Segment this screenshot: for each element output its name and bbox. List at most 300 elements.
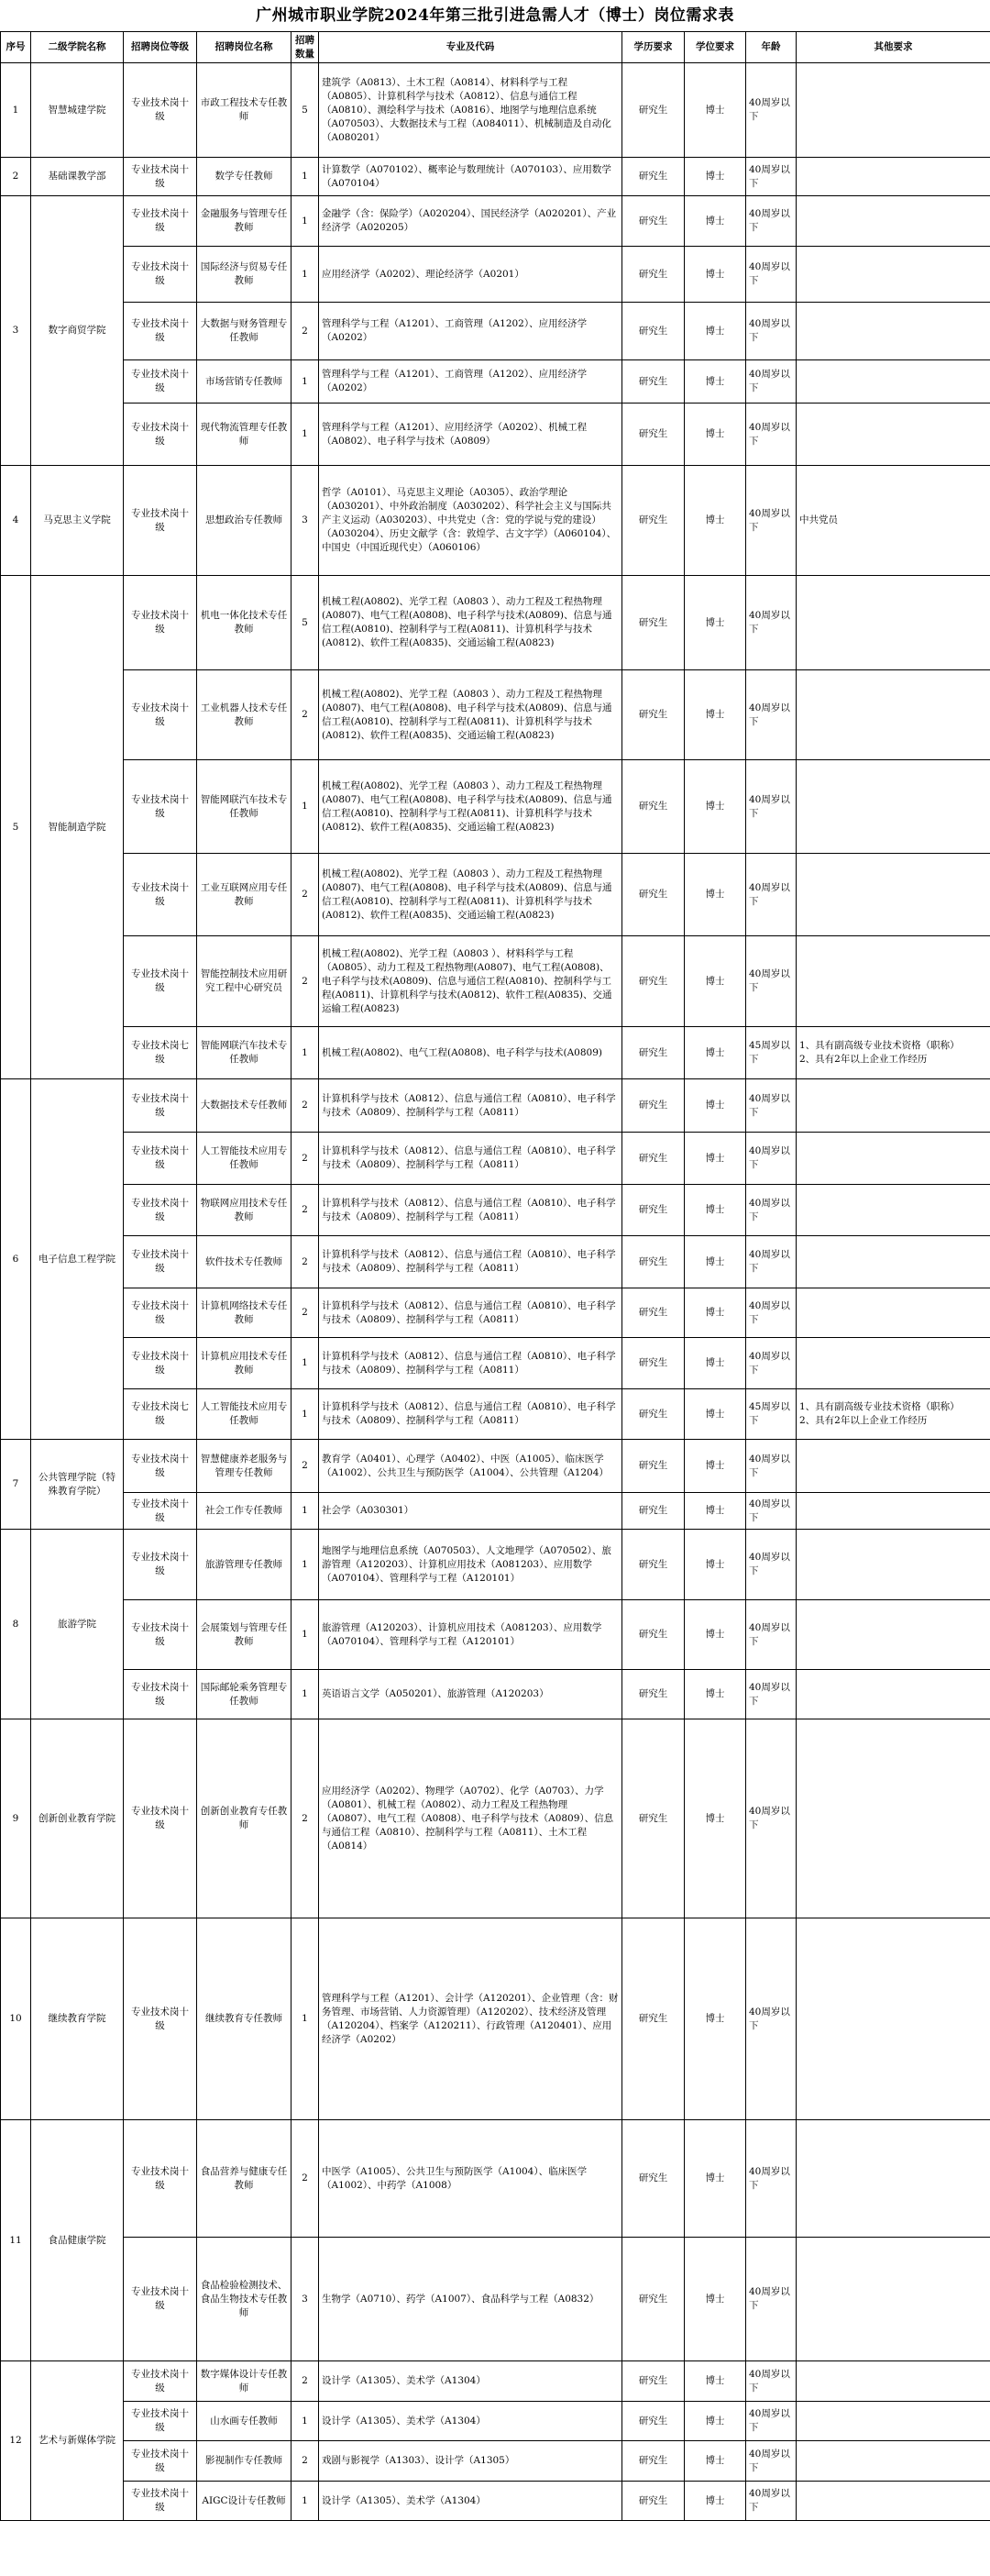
level-cell: 专业技术岗十级 [124,1530,197,1600]
age-cell: 40周岁以下 [746,303,797,360]
post-cell: 食品检验检测技术、食品生物技术专任教师 [197,2238,292,2361]
degree-cell: 博士 [685,1288,746,1338]
seq-cell: 10 [1,1918,31,2120]
degree-cell: 博士 [685,2120,746,2238]
degree-cell: 博士 [685,1185,746,1236]
major-cell: 地图学与地理信息系统（A070503）、人文地理学（A070502）、旅游管理（A120203）、计算机应用技术（A081203）、应用数学（A070104）、管理科学与工程（A120101） [319,1530,622,1600]
table-row [1,1133,990,1185]
table-row [1,936,990,1027]
education-cell: 研究生 [622,2402,685,2441]
seq-cell: 5 [1,576,31,1079]
other-cell: 1、具有副高级专业技术资格（职称） 2、具有2年以上企业工作经历 [797,1027,990,1079]
count-cell: 2 [292,936,319,1027]
header-major: 专业及代码 [319,32,622,63]
table-title: 广州城市职业学院2024年第三批引进急需人才（博士）岗位需求表 [256,6,734,25]
level-cell: 专业技术岗十级 [124,1236,197,1288]
level-cell: 专业技术岗十级 [124,1133,197,1185]
post-cell: 思想政治专任教师 [197,466,292,576]
degree-cell: 博士 [685,1530,746,1600]
table-row [1,854,990,936]
level-cell: 专业技术岗十级 [124,2120,197,2238]
count-cell: 1 [292,2482,319,2521]
level-cell: 专业技术岗十级 [124,1670,197,1719]
education-cell: 研究生 [622,1719,685,1918]
level-cell: 专业技术岗十级 [124,2402,197,2441]
education-cell: 研究生 [622,1079,685,1133]
education-cell: 研究生 [622,1530,685,1600]
education-cell: 研究生 [622,360,685,404]
post-cell: 工业互联网应用专任教师 [197,854,292,936]
level-cell: 专业技术岗十级 [124,466,197,576]
level-cell: 专业技术岗十级 [124,1288,197,1338]
level-cell: 专业技术岗十级 [124,936,197,1027]
count-cell: 1 [292,1027,319,1079]
seq-cell: 7 [1,1440,31,1530]
seq-cell: 12 [1,2361,31,2521]
other-cell [797,1493,990,1530]
age-cell: 40周岁以下 [746,360,797,404]
table-row [1,2361,990,2402]
count-cell: 1 [292,760,319,854]
college-cell: 创新创业教育学院 [31,1719,124,1918]
table-row [1,2441,990,2482]
post-cell: 大数据技术专任教师 [197,1079,292,1133]
major-cell: 管理科学与工程（A1201）、工商管理（A1202）、应用经济学（A0202） [319,303,622,360]
major-cell: 计算机科学与技术（A0812）、信息与通信工程（A0810）、电子科学与技术（A0809）、控制科学与工程（A0811） [319,1338,622,1389]
major-cell: 计算机科学与技术（A0812）、信息与通信工程（A0810）、电子科学与技术（A0809）、控制科学与工程（A0811） [319,1288,622,1338]
degree-cell: 博士 [685,1493,746,1530]
table-row [1,2120,990,2238]
count-cell: 2 [292,854,319,936]
post-cell: 智慧健康养老服务与管理专任教师 [197,1440,292,1493]
other-cell [797,196,990,247]
table-row [1,1670,990,1719]
seq-cell: 6 [1,1079,31,1440]
level-cell: 专业技术岗十级 [124,670,197,760]
major-cell: 戏剧与影视学（A1303）、设计学（A1305） [319,2441,622,2482]
level-cell: 专业技术岗十级 [124,1719,197,1918]
education-cell: 研究生 [622,2238,685,2361]
post-cell: 国际邮轮乘务管理专任教师 [197,1670,292,1719]
post-cell: 智能网联汽车技术专任教师 [197,1027,292,1079]
table-row [1,1719,990,1918]
count-cell: 2 [292,2361,319,2402]
age-cell: 40周岁以下 [746,670,797,760]
level-cell: 专业技术岗十级 [124,360,197,404]
count-cell: 2 [292,303,319,360]
education-cell: 研究生 [622,466,685,576]
level-cell: 专业技术岗十级 [124,576,197,670]
other-cell [797,2482,990,2521]
major-cell: 应用经济学（A0202）、理论经济学（A0201） [319,247,622,303]
major-cell: 计算机科学与技术（A0812）、信息与通信工程（A0810）、电子科学与技术（A0809）、控制科学与工程（A0811） [319,1389,622,1440]
level-cell: 专业技术岗十级 [124,2238,197,2361]
education-cell: 研究生 [622,2441,685,2482]
header-degree: 学位要求 [685,32,746,63]
other-cell [797,2402,990,2441]
major-cell: 生物学（A0710）、药学（A1007）、食品科学与工程（A0832） [319,2238,622,2361]
degree-cell: 博士 [685,1440,746,1493]
header-seq: 序号 [1,32,31,63]
post-cell: 山水画专任教师 [197,2402,292,2441]
table-row [1,1600,990,1670]
post-cell: 现代物流管理专任教师 [197,404,292,466]
major-cell: 应用经济学（A0202）、物理学（A0702）、化学（A0703）、力学（A0801）、机械工程（A0802）、动力工程及工程热物理（A0807）、电气工程（A0808）、电子科学与技术（A0809）、信息与通信工程（A0810）、控制科学与工程（A0811）、土木工程（A0814） [319,1719,622,1918]
level-cell: 专业技术岗十级 [124,1600,197,1670]
major-cell: 设计学（A1305）、美术学（A1304） [319,2361,622,2402]
degree-cell: 博士 [685,1079,746,1133]
other-cell [797,2361,990,2402]
post-cell: 工业机器人技术专任教师 [197,670,292,760]
degree-cell: 博士 [685,1027,746,1079]
other-cell [797,1185,990,1236]
post-cell: 金融服务与管理专任教师 [197,196,292,247]
other-cell [797,576,990,670]
degree-cell: 博士 [685,360,746,404]
education-cell: 研究生 [622,1236,685,1288]
seq-cell: 3 [1,196,31,466]
seq-cell: 8 [1,1530,31,1719]
major-cell: 机械工程(A0802)、光学工程（A0803 ）、材料科学与工程（A0805）、动力工程及工程热物理(A0807)、电气工程(A0808)、电子科学与技术(A0809)、信息与通信工程(A0810)、控制科学与工程(A0811)、计算机科学与技术(A0812)、软件工程(A0835)、交通运输工程(A0823) [319,936,622,1027]
degree-cell: 博士 [685,2482,746,2521]
major-cell: 金融学（含：保险学）（A020204）、国民经济学（A020201）、产业经济学（A020205） [319,196,622,247]
education-cell: 研究生 [622,1600,685,1670]
age-cell: 40周岁以下 [746,404,797,466]
table-row [1,576,990,670]
other-cell: 中共党员 [797,466,990,576]
post-cell: 影视制作专任教师 [197,2441,292,2482]
header-level: 招聘岗位等级 [124,32,197,63]
other-cell [797,854,990,936]
degree-cell: 博士 [685,2402,746,2441]
age-cell: 40周岁以下 [746,1493,797,1530]
age-cell: 40周岁以下 [746,158,797,196]
college-cell: 智能制造学院 [31,576,124,1079]
header-post: 招聘岗位名称 [197,32,292,63]
age-cell: 40周岁以下 [746,2120,797,2238]
table-row [1,1338,990,1389]
other-cell [797,2120,990,2238]
other-cell [797,303,990,360]
table-row [1,1079,990,1133]
major-cell: 机械工程(A0802)、光学工程（A0803 ）、动力工程及工程热物理(A0807)、电气工程(A0808)、电子科学与技术(A0809)、信息与通信工程(A0810)、控制科学与工程(A0811)、计算机科学与技术(A0812)、软件工程(A0835)、交通运输工程(A0823) [319,854,622,936]
seq-cell: 9 [1,1719,31,1918]
major-cell: 旅游管理（A120203）、计算机应用技术（A081203）、应用数学（A070104）、管理科学与工程（A120101） [319,1600,622,1670]
count-cell: 3 [292,2238,319,2361]
education-cell: 研究生 [622,247,685,303]
level-cell: 专业技术岗十级 [124,1493,197,1530]
table-row [1,760,990,854]
count-cell: 1 [292,1600,319,1670]
major-cell: 计算数学（A070102）、概率论与数理统计（A070103）、应用数学（A070104） [319,158,622,196]
other-cell [797,1338,990,1389]
level-cell: 专业技术岗七级 [124,1027,197,1079]
age-cell: 40周岁以下 [746,196,797,247]
college-cell: 马克思主义学院 [31,466,124,576]
degree-cell: 博士 [685,303,746,360]
degree-cell: 博士 [685,1600,746,1670]
degree-cell: 博士 [685,1719,746,1918]
age-cell: 40周岁以下 [746,1600,797,1670]
college-cell: 旅游学院 [31,1530,124,1719]
other-cell [797,1670,990,1719]
age-cell: 40周岁以下 [746,2441,797,2482]
count-cell: 1 [292,247,319,303]
age-cell: 40周岁以下 [746,1133,797,1185]
count-cell: 2 [292,1185,319,1236]
college-cell: 公共管理学院（特殊教育学院） [31,1440,124,1530]
education-cell: 研究生 [622,2120,685,2238]
education-cell: 研究生 [622,1493,685,1530]
level-cell: 专业技术岗十级 [124,158,197,196]
major-cell: 英语语言文学（A050201）、旅游管理（A120203） [319,1670,622,1719]
header-count: 招聘数量 [292,32,319,63]
age-cell: 40周岁以下 [746,63,797,158]
post-cell: 计算机网络技术专任教师 [197,1288,292,1338]
education-cell: 研究生 [622,1185,685,1236]
education-cell: 研究生 [622,1027,685,1079]
other-cell [797,1719,990,1918]
count-cell: 3 [292,466,319,576]
post-cell: 软件技术专任教师 [197,1236,292,1288]
college-cell: 智慧城建学院 [31,63,124,158]
college-cell: 食品健康学院 [31,2120,124,2361]
count-cell: 2 [292,1440,319,1493]
count-cell: 1 [292,1670,319,1719]
other-cell [797,63,990,158]
education-cell: 研究生 [622,2361,685,2402]
table-row [1,1493,990,1530]
age-cell: 40周岁以下 [746,760,797,854]
degree-cell: 博士 [685,670,746,760]
table-row [1,1389,990,1440]
seq-cell: 1 [1,63,31,158]
degree-cell: 博士 [685,1133,746,1185]
post-cell: AIGC设计专任教师 [197,2482,292,2521]
count-cell: 1 [292,1493,319,1530]
count-cell: 2 [292,1288,319,1338]
education-cell: 研究生 [622,1389,685,1440]
count-cell: 5 [292,63,319,158]
education-cell: 研究生 [622,196,685,247]
age-cell: 45周岁以下 [746,1389,797,1440]
table-row [1,404,990,466]
table-row [1,1185,990,1236]
count-cell: 1 [292,360,319,404]
post-cell: 数字媒体设计专任教师 [197,2361,292,2402]
post-cell: 创新创业教育专任教师 [197,1719,292,1918]
major-cell: 社会学（A030301） [319,1493,622,1530]
table-row [1,196,990,247]
education-cell: 研究生 [622,1918,685,2120]
count-cell: 2 [292,670,319,760]
degree-cell: 博士 [685,760,746,854]
other-cell [797,247,990,303]
table-row [1,63,990,158]
level-cell: 专业技术岗七级 [124,1389,197,1440]
post-cell: 社会工作专任教师 [197,1493,292,1530]
other-cell [797,2238,990,2361]
count-cell: 1 [292,404,319,466]
count-cell: 2 [292,1719,319,1918]
recruitment-table [0,31,990,2521]
major-cell: 计算机科学与技术（A0812）、信息与通信工程（A0810）、电子科学与技术（A0809）、控制科学与工程（A0811） [319,1079,622,1133]
degree-cell: 博士 [685,158,746,196]
education-cell: 研究生 [622,63,685,158]
age-cell: 40周岁以下 [746,2402,797,2441]
header-education: 学历要求 [622,32,685,63]
major-cell: 设计学（A1305）、美术学（A1304） [319,2402,622,2441]
level-cell: 专业技术岗十级 [124,854,197,936]
degree-cell: 博士 [685,63,746,158]
level-cell: 专业技术岗十级 [124,760,197,854]
education-cell: 研究生 [622,303,685,360]
seq-cell: 4 [1,466,31,576]
degree-cell: 博士 [685,2238,746,2361]
level-cell: 专业技术岗十级 [124,2441,197,2482]
seq-cell: 11 [1,2120,31,2361]
level-cell: 专业技术岗十级 [124,1440,197,1493]
education-cell: 研究生 [622,670,685,760]
college-cell: 数字商贸学院 [31,196,124,466]
table-row [1,158,990,196]
post-cell: 智能网联汽车技术专任教师 [197,760,292,854]
other-cell [797,1236,990,1288]
post-cell: 计算机应用技术专任教师 [197,1338,292,1389]
education-cell: 研究生 [622,936,685,1027]
education-cell: 研究生 [622,1288,685,1338]
major-cell: 教育学（A0401）、心理学（A0402）、中医（A1005）、临床医学（A1002）、公共卫生与预防医学（A1004）、公共管理（A1204） [319,1440,622,1493]
count-cell: 1 [292,158,319,196]
level-cell: 专业技术岗十级 [124,303,197,360]
major-cell: 建筑学（A0813）、土木工程（A0814）、材料科学与工程（A0805）、计算机科学与技术（A0812）、信息与通信工程（A0810）、测绘科学与技术（A0816）、地图学与地理信息系统（A070503）、大数据技术与工程（A084011）、机械制造及自动化（A080201） [319,63,622,158]
table-row [1,1918,990,2120]
level-cell: 专业技术岗十级 [124,2482,197,2521]
post-cell: 数学专任教师 [197,158,292,196]
post-cell: 物联网应用技术专任教师 [197,1185,292,1236]
count-cell: 1 [292,1530,319,1600]
table-row [1,1236,990,1288]
age-cell: 40周岁以下 [746,1440,797,1493]
college-cell: 继续教育学院 [31,1918,124,2120]
education-cell: 研究生 [622,576,685,670]
level-cell: 专业技术岗十级 [124,247,197,303]
age-cell: 40周岁以下 [746,2361,797,2402]
table-row [1,247,990,303]
level-cell: 专业技术岗十级 [124,1185,197,1236]
count-cell: 5 [292,576,319,670]
header-age: 年龄 [746,32,797,63]
header-college: 二级学院名称 [31,32,124,63]
count-cell: 2 [292,2441,319,2482]
education-cell: 研究生 [622,1670,685,1719]
post-cell: 大数据与财务管理专任教师 [197,303,292,360]
major-cell: 机械工程(A0802)、电气工程(A0808)、电子科学与技术(A0809) [319,1027,622,1079]
count-cell: 2 [292,2120,319,2238]
header-other: 其他要求 [797,32,990,63]
count-cell: 1 [292,1389,319,1440]
other-cell [797,1079,990,1133]
count-cell: 1 [292,196,319,247]
major-cell: 机械工程(A0802)、光学工程（A0803 ）、动力工程及工程热物理(A0807)、电气工程(A0808)、电子科学与技术(A0809)、信息与通信工程(A0810)、控制科学与工程(A0811)、计算机科学与技术(A0812)、软件工程(A0835)、交通运输工程(A0823) [319,760,622,854]
count-cell: 2 [292,1133,319,1185]
seq-cell: 2 [1,158,31,196]
post-cell: 人工智能技术应用专任教师 [197,1389,292,1440]
degree-cell: 博士 [685,576,746,670]
major-cell: 计算机科学与技术（A0812）、信息与通信工程（A0810）、电子科学与技术（A0809）、控制科学与工程（A0811） [319,1133,622,1185]
education-cell: 研究生 [622,1440,685,1493]
college-cell: 电子信息工程学院 [31,1079,124,1440]
degree-cell: 博士 [685,2361,746,2402]
education-cell: 研究生 [622,404,685,466]
post-cell: 食品营养与健康专任教师 [197,2120,292,2238]
other-cell [797,936,990,1027]
age-cell: 45周岁以下 [746,1027,797,1079]
age-cell: 40周岁以下 [746,1918,797,2120]
level-cell: 专业技术岗十级 [124,196,197,247]
other-cell [797,1133,990,1185]
count-cell: 2 [292,1079,319,1133]
count-cell: 1 [292,1338,319,1389]
degree-cell: 博士 [685,1389,746,1440]
age-cell: 40周岁以下 [746,2482,797,2521]
major-cell: 机械工程(A0802)、光学工程（A0803 ）、动力工程及工程热物理(A0807)、电气工程(A0808)、电子科学与技术(A0809)、信息与通信工程(A0810)、控制科学与工程(A0811)、计算机科学与技术(A0812)、软件工程(A0835)、交通运输工程(A0823) [319,576,622,670]
table-body [1,63,990,2521]
degree-cell: 博士 [685,1670,746,1719]
degree-cell: 博士 [685,2441,746,2482]
major-cell: 中医学（A1005）、公共卫生与预防医学（A1004）、临床医学（A1002）、中药学（A1008） [319,2120,622,2238]
age-cell: 40周岁以下 [746,1185,797,1236]
post-cell: 市政工程技术专任教师 [197,63,292,158]
post-cell: 机电一体化技术专任教师 [197,576,292,670]
post-cell: 人工智能技术应用专任教师 [197,1133,292,1185]
major-cell: 哲学（A0101）、马克思主义理论（A0305）、政治学理论（A030201）、中外政治制度（A030202）、科学社会主义与国际共产主义运动（A030203）、中共党史（含：党的学说与党的建设）（A030204）、历史文献学（含：敦煌学、古文字学）（A060104）、中国史（中国近现代史）（A060106） [319,466,622,576]
major-cell: 计算机科学与技术（A0812）、信息与通信工程（A0810）、电子科学与技术（A0809）、控制科学与工程（A0811） [319,1236,622,1288]
degree-cell: 博士 [685,936,746,1027]
age-cell: 40周岁以下 [746,576,797,670]
other-cell [797,1530,990,1600]
other-cell [797,404,990,466]
table-row [1,303,990,360]
age-cell: 40周岁以下 [746,1236,797,1288]
education-cell: 研究生 [622,760,685,854]
education-cell: 研究生 [622,2482,685,2521]
other-cell [797,1600,990,1670]
degree-cell: 博士 [685,404,746,466]
table-row [1,2238,990,2361]
major-cell: 管理科学与工程（A1201）、工商管理（A1202）、应用经济学（A0202） [319,360,622,404]
other-cell [797,1440,990,1493]
age-cell: 40周岁以下 [746,936,797,1027]
degree-cell: 博士 [685,1918,746,2120]
post-cell: 市场营销专任教师 [197,360,292,404]
age-cell: 40周岁以下 [746,247,797,303]
degree-cell: 博士 [685,196,746,247]
level-cell: 专业技术岗十级 [124,1338,197,1389]
table-row [1,360,990,404]
post-cell: 国际经济与贸易专任教师 [197,247,292,303]
college-cell: 基础课教学部 [31,158,124,196]
age-cell: 40周岁以下 [746,1338,797,1389]
level-cell: 专业技术岗十级 [124,2361,197,2402]
age-cell: 40周岁以下 [746,1079,797,1133]
post-cell: 会展策划与管理专任教师 [197,1600,292,1670]
count-cell: 2 [292,1236,319,1288]
age-cell: 40周岁以下 [746,1719,797,1918]
education-cell: 研究生 [622,1133,685,1185]
age-cell: 40周岁以下 [746,2238,797,2361]
table-row [1,2402,990,2441]
